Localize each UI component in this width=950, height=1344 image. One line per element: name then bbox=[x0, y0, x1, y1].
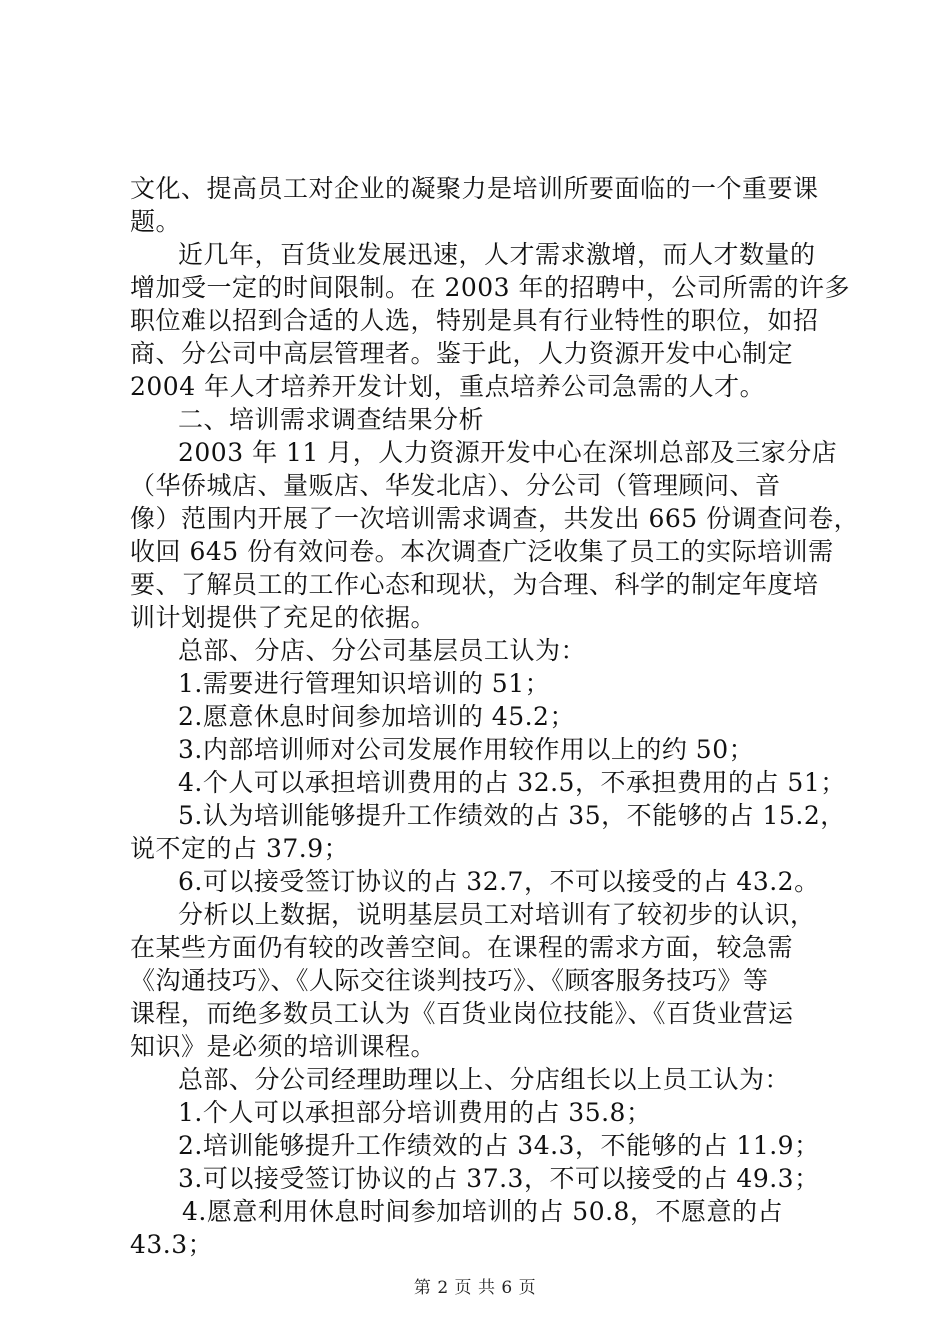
text-line: 要、了解员工的工作心态和现状，为合理、科学的制定年度培 bbox=[130, 570, 819, 599]
text-line: （华侨城店、量贩店、华发北店）、分公司（管理顾问、音 bbox=[130, 471, 781, 500]
text-line: 商、分公司中高层管理者。鉴于此，人力资源开发中心制定 bbox=[130, 339, 794, 368]
text-line: 《沟通技巧》、《人际交往谈判技巧》、《顾客服务技巧》等 bbox=[130, 966, 769, 995]
text-line: 知识》是必须的培训课程。 bbox=[130, 1032, 437, 1061]
text-line: 文化、提高员工对企业的凝聚力是培训所要面临的一个重要课 bbox=[130, 174, 819, 203]
document-body bbox=[130, 172, 860, 1261]
paragraph-line: 近几年，百货业发展迅速，人才需求激增，而人才数量的 bbox=[178, 240, 816, 269]
text-line: 43.3； bbox=[130, 1230, 214, 1259]
list-item: 2.愿意休息时间参加培训的 45.2； bbox=[178, 702, 575, 731]
text-line: 课程，而绝多数员工认为《百货业岗位技能》、《百货业营运 bbox=[130, 999, 794, 1028]
page-number-footer: 第 2 页 共 6 页 bbox=[413, 1278, 537, 1298]
list-item: 3.内部培训师对公司发展作用较作用以上的约 50； bbox=[178, 735, 755, 764]
list-item: 4.愿意利用休息时间参加培训的占 50.8，不愿意的占 bbox=[182, 1197, 783, 1226]
section-heading: 二、培训需求调查结果分析 bbox=[178, 405, 485, 434]
list-item: 4.个人可以承担培训费用的占 32.5，不承担费用的占 51； bbox=[178, 768, 846, 797]
list-item: 1.需要进行管理知识培训的 51； bbox=[178, 669, 551, 698]
text-line: 像）范围内开展了一次培训需求调查，共发出 665 份调查问卷， bbox=[130, 504, 860, 533]
list-item: 5.认为培训能够提升工作绩效的占 35，不能够的占 15.2， bbox=[178, 801, 846, 830]
paragraph-line: 总部、分公司经理助理以上、分店组长以上员工认为： bbox=[178, 1065, 791, 1094]
text-line: 收回 645 份有效问卷。本次调查广泛收集了员工的实际培训需 bbox=[130, 537, 834, 566]
list-item: 6.可以接受签订协议的占 32.7，不可以接受的占 43.2。 bbox=[178, 867, 820, 896]
text-line: 增加受一定的时间限制。在 2003 年的招聘中，公司所需的许多 bbox=[130, 273, 851, 302]
text-line: 职位难以招到合适的人选，特别是具有行业特性的职位，如招 bbox=[130, 306, 819, 335]
paragraph-line: 分析以上数据，说明基层员工对培训有了较初步的认识， bbox=[178, 900, 816, 929]
text-line: 题。 bbox=[130, 207, 182, 236]
text-line: 在某些方面仍有较的改善空间。在课程的需求方面，较急需 bbox=[130, 933, 794, 962]
paragraph-line: 总部、分店、分公司基层员工认为： bbox=[178, 636, 587, 665]
list-item: 3.可以接受签订协议的占 37.3，不可以接受的占 49.3； bbox=[178, 1164, 820, 1193]
paragraph-line: 2003 年 11 月，人力资源开发中心在深圳总部及三家分店 bbox=[178, 438, 838, 467]
text-line: 训计划提供了充足的依据。 bbox=[130, 603, 437, 632]
list-item: 1.个人可以承担部分培训费用的占 35.8； bbox=[178, 1098, 652, 1127]
text-line: 2004 年人才培养开发计划，重点培养公司急需的人才。 bbox=[130, 372, 766, 401]
list-item: 2.培训能够提升工作绩效的占 34.3，不能够的占 11.9； bbox=[178, 1131, 820, 1160]
text-line: 说不定的占 37.9； bbox=[130, 834, 350, 863]
